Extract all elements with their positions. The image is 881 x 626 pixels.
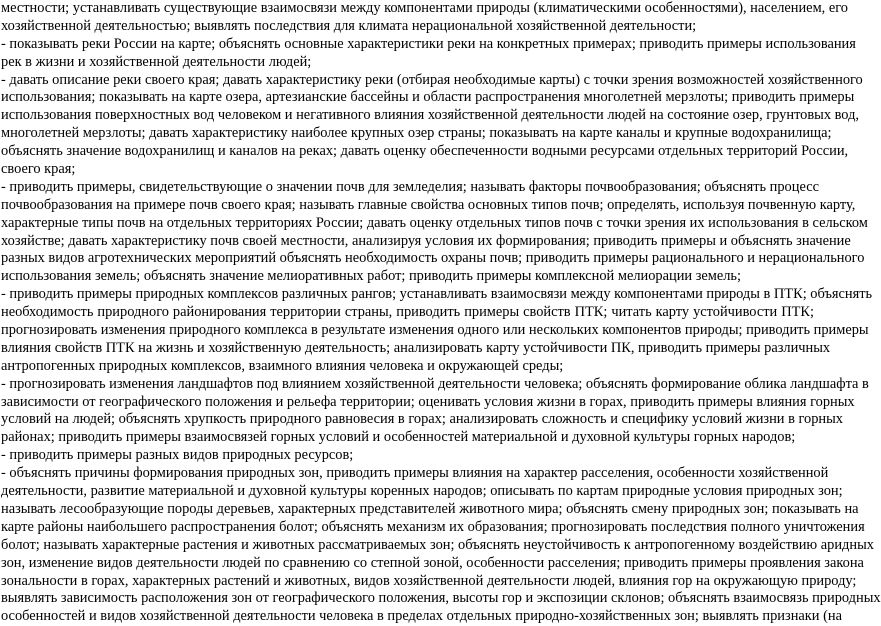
text-line: своего края; xyxy=(1,161,76,178)
text-line: - приводить примеры природных комплексов различных рангов; устанавливать взаимосвязи между компонентами природы в ПТК; объяснять xyxy=(1,286,873,303)
text-line: объяснять значение водохранилищ и каналов на реках; давать оценку обеспеченности водными ресурсами отдельных территорий России, xyxy=(1,143,849,160)
text-line: - приводить примеры, свидетельствующие о значении почв для земледелия; называть факторы почвообразования; объяснять процесс xyxy=(1,178,819,195)
text-line: хозяйственной деятельностью; выявлять последствия для климата нерациональной хозяйственной деятельности; xyxy=(1,17,697,34)
text-line: - показывать реки России на карте; объяснять основные характеристики реки на конкретных примерах; приводить примеры использования xyxy=(1,35,856,52)
text-line: зависимости от географического положения и рельефа территории; оценивать условия жизни в горах, приводить примеры влияния горных xyxy=(1,393,855,410)
text-line: использования земель; объяснять значение мелиоративных работ; приводить примеры комплексной мелиорации земель; xyxy=(1,268,741,285)
text-line: - объяснять причины формирования природных зон, приводить примеры влияния на характер расселения, особенности хозяйственной xyxy=(1,465,829,482)
text-line: условий на людей; объяснять хрупкость природного равновесия в горах; анализировать сложность и специфику условий жизни в горных xyxy=(1,411,843,428)
text-line: зон, изменение видов деятельности людей по сравнению со степной зоной, особенности расселения; приводить примеры проявления закона xyxy=(1,554,864,571)
text-line: зональности в горах, характерных растений и животных, видов хозяйственной деятельности людей, влияния гор на окружающую природу; xyxy=(1,572,857,589)
text-line: необходимость природного районирования территории страны, приводить примеры свойств ПТК; читать карту устойчивости ПТК; xyxy=(1,304,814,321)
text-line: карте районы наибольшего распространения болот; объяснять механизм их образования; прогнозировать последствия полного уничтожения xyxy=(1,518,865,535)
text-line: рек в жизни и хозяйственной деятельности людей; xyxy=(1,53,312,70)
text-line: разных видов агротехнических мероприятий объяснять необходимость охраны почв; приводить примеры рационального и нерационального xyxy=(1,250,865,267)
text-line: выявлять зависимость расположения зон от географического положения, высоты гор и экспозиции склонов; объяснять взаимосвязь природных xyxy=(1,590,881,607)
text-line: использования; показывать на карте озера, артезианские бассейны и области распространения многолетней мерзлоты; приводить примеры xyxy=(1,89,855,106)
text-line: почвообразования на примере почв своего края; называть главные свойства основных типов почв; определять, используя почвенную карту, xyxy=(1,196,856,213)
text-line: деятельности, развитие материальной и духовной культуры коренных народов; описывать по картам природные условия природных зон; xyxy=(1,483,843,500)
text-line: - прогнозировать изменения ландшафтов под влиянием хозяйственной деятельности человека; объяснять формирование облика ландшафта в xyxy=(1,375,869,392)
text-line: хозяйстве; давать характеристику почв своей местности, анализируя условия их формирования; приводить примеры и объяснять значение xyxy=(1,232,851,249)
text-line: местности; устанавливать существующие взаимосвязи между компонентами природы (климатическими особенностями), населением, его xyxy=(1,0,849,16)
text-line: называть лесообразующие породы деревьев, характерных представителей животного мира; объяснять смену природных зон; показывать на xyxy=(1,500,859,517)
text-line: многолетней мерзлоты; давать характеристику наиболее крупных озер страны; показывать на карте каналы и крупные водохранилища; xyxy=(1,125,832,142)
text-line: районах; приводить примеры взаимосвязей горных условий и особенностей материальной и духовной культуры горных народов; xyxy=(1,429,796,446)
text-line: - давать описание реки своего края; давать характеристику реки (отбирая необходимые карты) с точки зрения возможностей хозяйственного xyxy=(1,71,863,88)
text-line: использования поверхностных вод человеком и негативного влияния хозяйственной деятельности людей на состояние озер, грунтовых вод, xyxy=(1,107,860,124)
text-line: особенностей и видов хозяйственной деятельности человека в пределах отдельных природно-хозяйственных зон; выявлять признаки (на xyxy=(1,608,842,625)
text-line: прогнозировать изменения природного комплекса в результате изменения одного или нескольких компонентов природы; приводить примеры xyxy=(1,322,869,339)
text-line: болот; называть характерные растения и животных рассматриваемых зон; объяснять неустойчивость к антропогенному воздействию аридных xyxy=(1,536,874,553)
text-line: характерные типы почв на отдельных территориях России; давать оценку отдельных типов почв с точки зрения их использования в сельском xyxy=(1,214,868,231)
text-line: - приводить примеры разных видов природных ресурсов; xyxy=(1,447,354,464)
text-line: антропогенных природных комплексов, взаимного влияния человека и окружающей среды; xyxy=(1,357,564,374)
text-line: влияния свойств ПТК на жизнь и хозяйственную деятельность; анализировать карту устойчивости ПК, приводить примеры различных xyxy=(1,339,831,356)
